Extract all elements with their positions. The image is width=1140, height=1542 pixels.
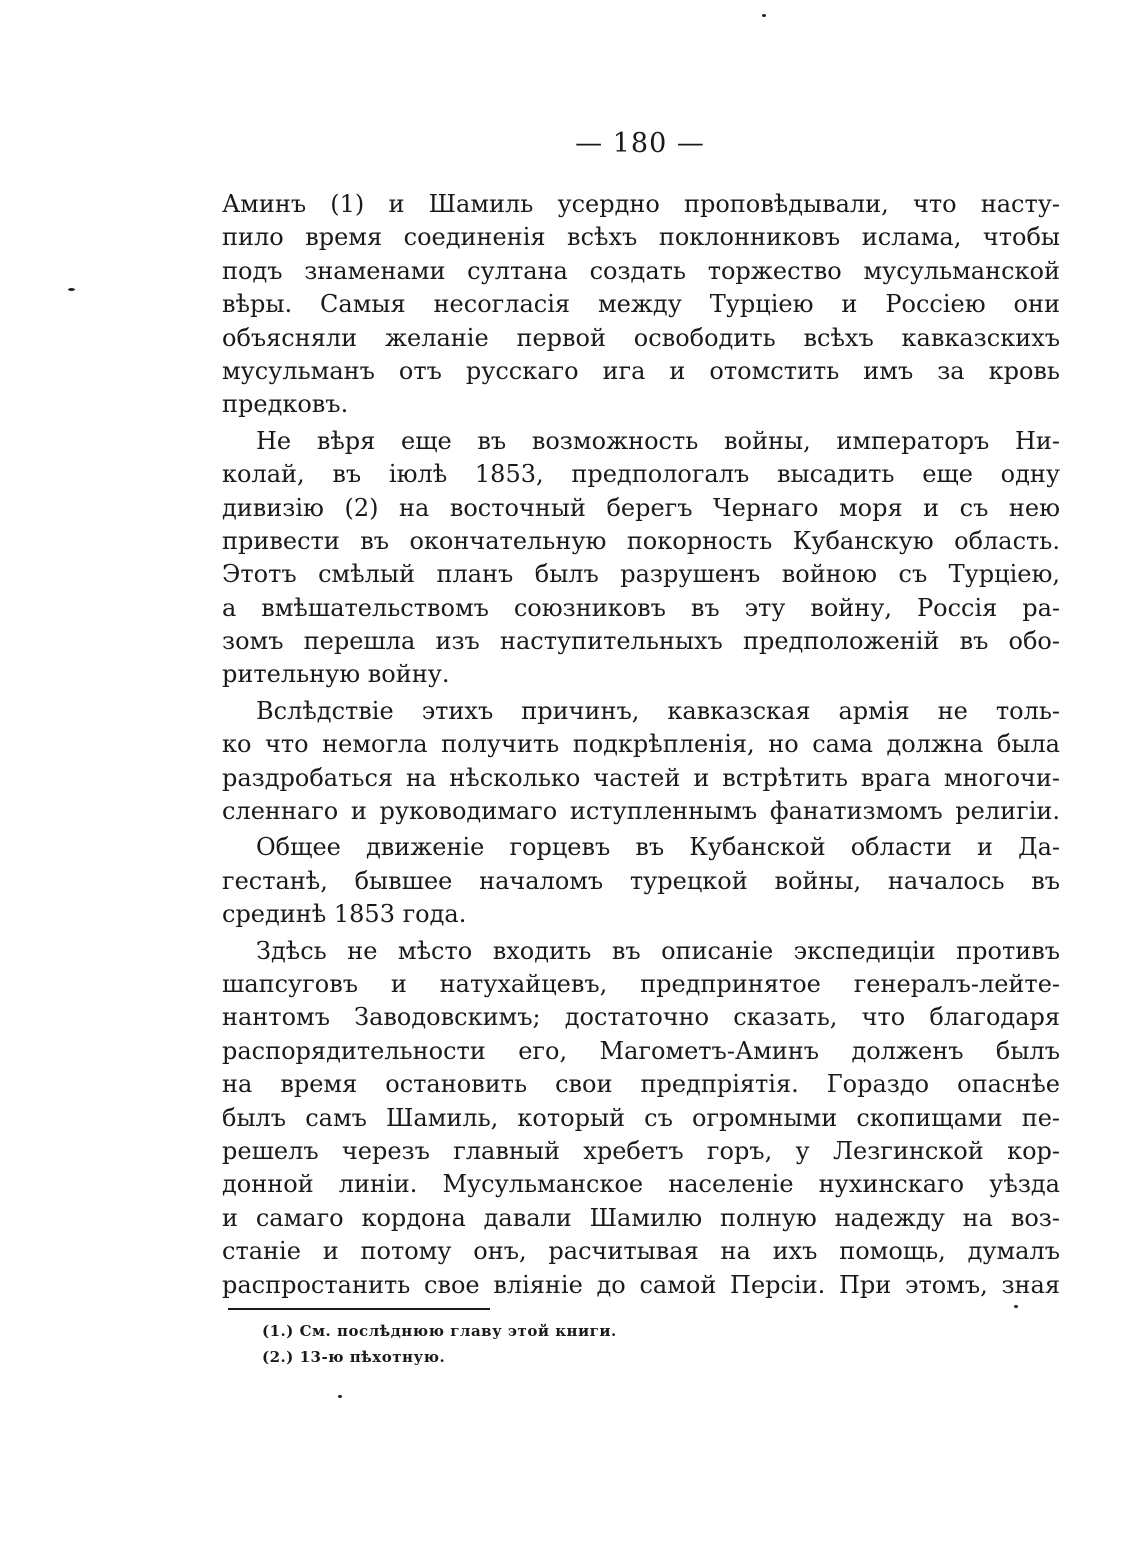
text-line: зомъ перешла изъ наступительныхъ предположеній въ обо- (222, 627, 1060, 656)
text-line: былъ самъ Шамиль, который съ огромными скопищами пе- (222, 1103, 1060, 1132)
paragraph (222, 935, 1060, 1302)
text-line: Общее движеніе горцевъ въ Кубанской области и Да- (256, 833, 1060, 862)
text-line: Здѣсь не мѣсто входить въ описаніе экспедиціи противъ (256, 936, 1060, 965)
text-line: ко что немогла получить подкрѣпленія, но сама должна была (222, 730, 1060, 759)
text-line: рительную войну. (222, 660, 450, 689)
text-line: решелъ черезъ главный хребетъ горъ, у Лезгинской кор- (222, 1136, 1060, 1165)
text-line: распорядительности его, Магометъ-Аминъ долженъ былъ (222, 1036, 1060, 1065)
text-line: и самаго кордона давали Шамилю полную надежду на воз- (222, 1203, 1060, 1232)
page-number: — 180 — (575, 128, 705, 159)
text-line: на время остановить свои предпріятія. Гораздо опаснѣе (222, 1070, 1060, 1099)
text-line: объясняли желаніе первой освободить всѣхъ кавказскихъ (222, 323, 1060, 352)
text-line: а вмѣшательствомъ союзниковъ въ эту войну, Россія ра- (222, 593, 1060, 622)
text-line: дивизію (2) на восточный берегъ Чернаго моря и съ нею (222, 493, 1060, 522)
text-line: гестанѣ, бывшее началомъ турецкой войны, началось въ (222, 866, 1060, 895)
text-line: распростанить свое вліяніе до самой Персіи. При этомъ, зная (222, 1270, 1060, 1299)
footnote-divider (228, 1308, 490, 1310)
text-line: предковъ. (222, 390, 349, 419)
text-line: донной линіи. Мусульманское населеніе нухинскаго уѣзда (222, 1170, 1060, 1199)
text-line: шапсуговъ и натухайцевъ, предпринятое генералъ-лейте- (222, 969, 1060, 998)
text-line: Не вѣря еще въ возможность войны, императоръ Ни- (256, 426, 1060, 455)
text-line: Аминъ (1) и Шамиль усердно проповѣдывали, что насту- (222, 190, 1060, 218)
text-line: Вслѣдствіе этихъ причинъ, кавказская армія не толь- (256, 696, 1060, 725)
text-line: Этотъ смѣлый планъ былъ разрушенъ войною съ Турціею, (222, 560, 1060, 589)
paragraph (222, 188, 1060, 422)
text-line: срединѣ 1853 года. (222, 900, 467, 929)
text-line: мусульманъ отъ русскаго ига и отомстить имъ за кровь (222, 356, 1060, 385)
scan-speck (338, 1395, 342, 1398)
paragraph (222, 695, 1060, 829)
text-line: станіе и потому онъ, расчитывая на ихъ помощь, думалъ (222, 1237, 1060, 1266)
text-line: нантомъ Заводовскимъ; достаточно сказать, что благодаря (222, 1003, 1060, 1032)
scan-speck (762, 14, 766, 17)
footnote: (1.) См. послѣднюю главу этой книги. (262, 1322, 617, 1340)
text-line: сленнаго и руководимаго иступленнымъ фанатизмомъ религіи. (222, 797, 1060, 826)
text-line: подъ знаменами султана создать торжество мусульманской (222, 256, 1060, 285)
scan-speck (68, 288, 75, 291)
text-line: колай, въ іюлѣ 1853, предпологалъ высадить еще одну (222, 460, 1060, 489)
text-line: привести въ окончательную покорность Кубанскую область. (222, 526, 1060, 555)
paragraph (222, 831, 1060, 931)
text-line: раздробаться на нѣсколько частей и встрѣтить врага многочи- (222, 763, 1060, 792)
text-line: вѣры. Самыя несогласія между Турціею и Россіею они (222, 290, 1060, 319)
paragraph (222, 425, 1060, 692)
body-text (222, 188, 1060, 1302)
text-line: пило время соединенія всѣхъ поклонниковъ ислама, чтобы (222, 223, 1060, 252)
footnote: (2.) 13-ю пѣхотную. (262, 1348, 446, 1366)
footnotes (262, 1318, 862, 1370)
scan-speck (1014, 1305, 1018, 1308)
